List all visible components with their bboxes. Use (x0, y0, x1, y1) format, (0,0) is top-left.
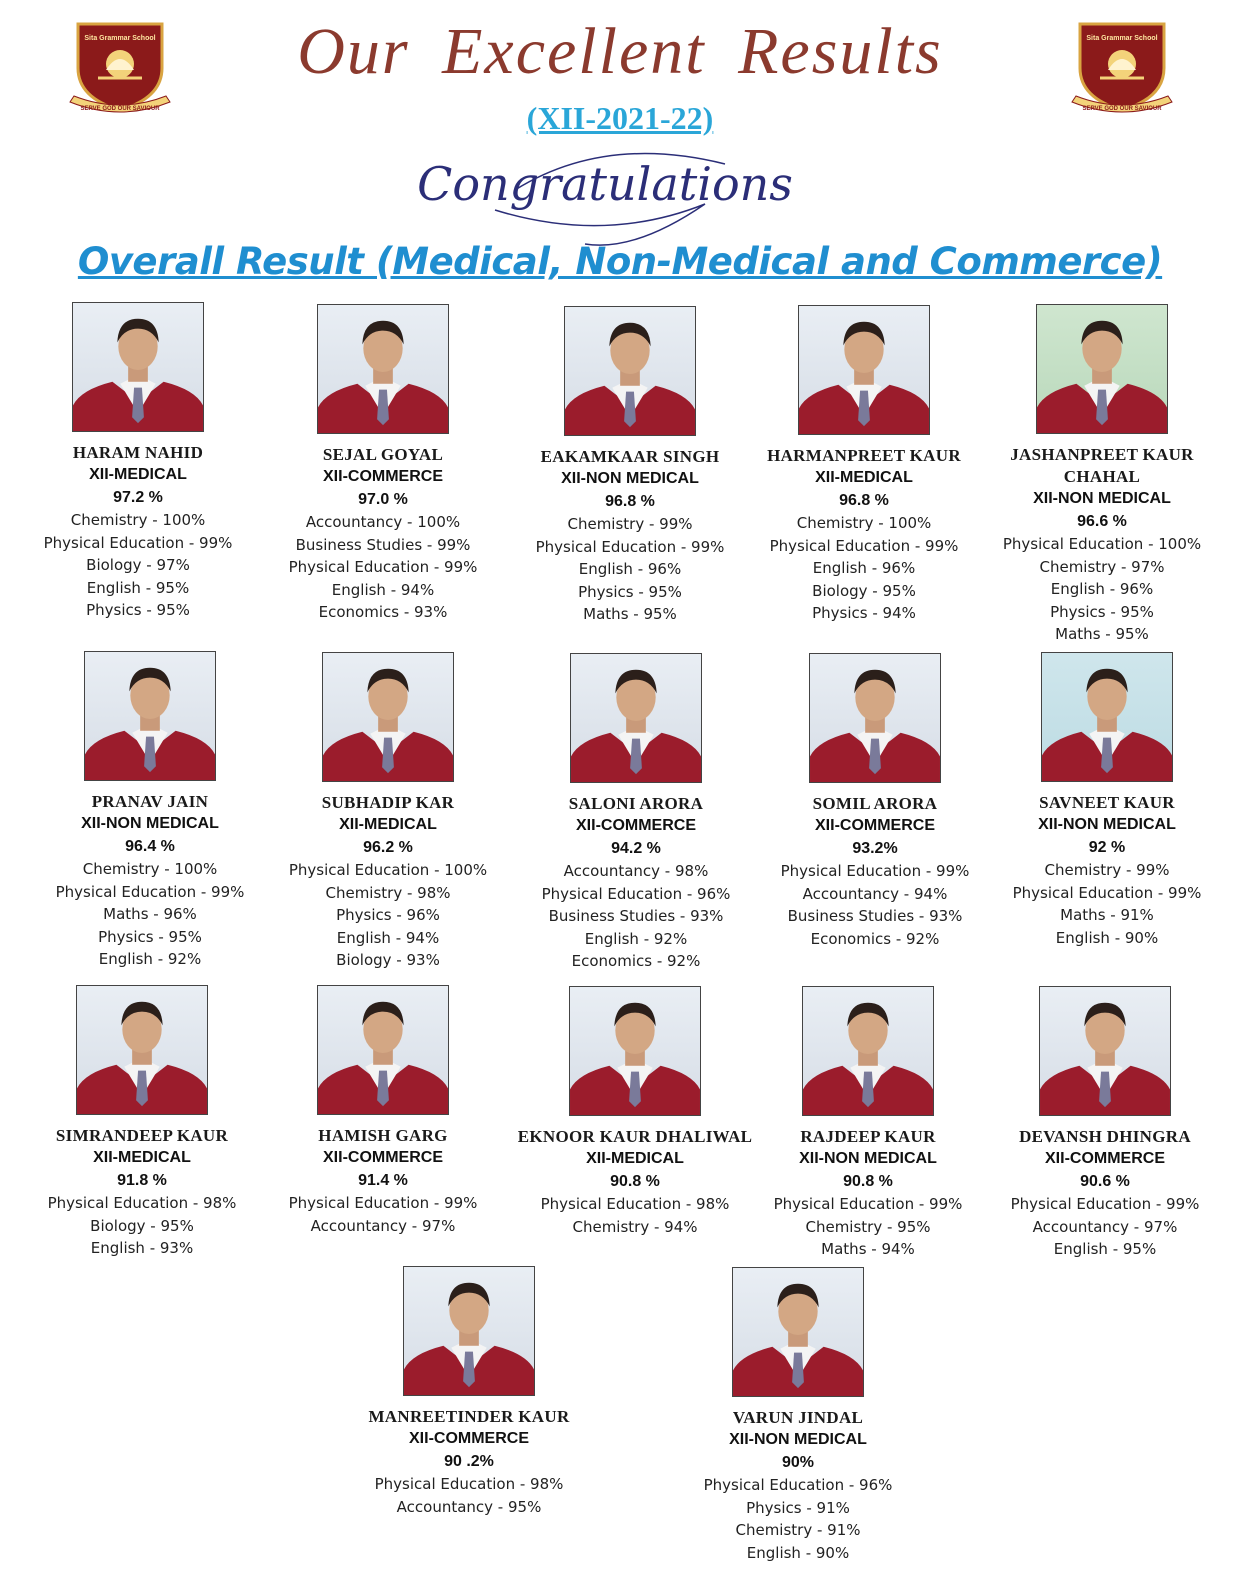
subject-score: English - 93% (90, 1239, 194, 1257)
student-card (35, 651, 265, 971)
congratulations-script (417, 144, 793, 254)
subject-score: Physical Education - 98% (540, 1195, 730, 1213)
svg-text:Congratulations: Congratulations (417, 157, 793, 211)
subject-list (273, 859, 503, 972)
subject-score: Economics - 92% (571, 952, 701, 970)
student-name: HARAM NAHID (72, 443, 204, 462)
portrait-figure (73, 303, 203, 431)
subject-score: Accountancy - 94% (802, 884, 948, 903)
subject-score: Physical Education - 96% (541, 884, 731, 903)
student-photo (569, 986, 701, 1116)
subject-list (753, 1193, 983, 1261)
subject-score: Physical Education - 99% (288, 1194, 478, 1212)
subject-score: Accountancy - 97% (310, 1216, 456, 1235)
portrait-figure (323, 653, 453, 781)
subject-score: Maths - 91% (1060, 906, 1154, 924)
student-stream: XII-COMMERCE (323, 1149, 443, 1166)
student-name: SAVNEET KAUR (1039, 793, 1175, 812)
subject-score: Chemistry - 100% (82, 860, 218, 878)
subject-score: Chemistry - 94% (572, 1217, 698, 1236)
student-card (354, 1266, 584, 1518)
student-card (23, 302, 253, 622)
student-percentage: 91.4 % (358, 1172, 408, 1189)
subject-list (749, 512, 979, 625)
student-percentage: 90% (781, 1454, 815, 1471)
portrait-figure (1040, 987, 1170, 1115)
student-card (515, 306, 745, 626)
student-stream: XII-NON MEDICAL (561, 470, 699, 487)
subject-score: Biology - 93% (336, 951, 440, 969)
student-percentage: 93.2% (852, 840, 898, 857)
student-stream: XII-COMMERCE (323, 468, 443, 485)
student-name: HARMANPREET KAUR (767, 446, 961, 465)
portrait-figure (799, 306, 929, 434)
subject-list (521, 860, 751, 973)
student-card (27, 985, 257, 1260)
student-stream: XII-COMMERCE (815, 817, 935, 834)
student-photo (809, 653, 941, 783)
subject-list (354, 1473, 584, 1518)
svg-text:SERVE GOD OUR SAVIOUR: SERVE GOD OUR SAVIOUR (80, 106, 160, 112)
student-stream: XII-NON MEDICAL (799, 1150, 937, 1167)
student-photo (1041, 652, 1173, 782)
subject-score: Chemistry - 98% (325, 883, 451, 902)
svg-text:Sita Grammar School: Sita Grammar School (84, 35, 156, 42)
student-name: VARUN JINDAL (732, 1408, 864, 1427)
subject-score: Physics - 95% (98, 927, 202, 946)
student-photo (564, 306, 696, 436)
subject-score: Physical Education - 99% (43, 533, 233, 552)
subject-score: English - 95% (86, 578, 190, 597)
student-stream: XII-COMMERCE (576, 817, 696, 834)
portrait-figure (803, 987, 933, 1115)
student-percentage: 96.4 % (125, 838, 175, 855)
subject-score: Physical Education - 98% (47, 1194, 237, 1212)
subject-score: Chemistry - 95% (805, 1217, 931, 1236)
subject-score: Maths - 95% (583, 605, 677, 623)
subject-score: Physical Education - 99% (1012, 883, 1202, 902)
subject-score: Chemistry - 100% (70, 511, 206, 529)
student-card (749, 305, 979, 625)
subject-score: Biology - 97% (86, 556, 190, 574)
student-card (505, 986, 765, 1238)
subject-list (990, 1193, 1220, 1261)
subject-list (35, 858, 265, 971)
student-name: EKNOOR KAUR DHALIWAL (517, 1127, 753, 1146)
student-stream: XII-NON MEDICAL (81, 815, 219, 832)
subject-score: Economics - 93% (318, 603, 448, 621)
portrait-figure (733, 1268, 863, 1396)
student-name: MANREETINDER KAUR (368, 1407, 570, 1426)
subject-list (683, 1474, 913, 1564)
student-percentage: 90.6 % (1080, 1173, 1130, 1190)
subject-score: Maths - 94% (821, 1240, 915, 1258)
subject-score: English - 92% (584, 929, 688, 948)
student-name: JASHANPREET KAUR CHAHAL (1010, 445, 1194, 486)
student-name: DEVANSH DHINGRA (1019, 1127, 1191, 1146)
portrait-figure (570, 987, 700, 1115)
student-stream: XII-NON MEDICAL (1033, 490, 1171, 507)
subject-score: English - 94% (336, 928, 440, 947)
subject-score: Chemistry - 99% (567, 515, 693, 533)
student-card (273, 652, 503, 972)
subject-score: Physics - 96% (336, 906, 440, 924)
student-name: PRANAV JAIN (91, 792, 209, 811)
student-name: SIMRANDEEP KAUR (55, 1126, 229, 1145)
portrait-figure (318, 986, 448, 1114)
student-photo (732, 1267, 864, 1397)
subject-list (27, 1192, 257, 1260)
subject-score: Chemistry - 100% (796, 514, 932, 532)
student-card (521, 653, 751, 973)
subject-score: English - 96% (1050, 580, 1154, 598)
subject-list (268, 511, 498, 624)
subject-score: English - 90% (1055, 928, 1159, 947)
student-percentage: 96.2 % (363, 839, 413, 856)
student-card (753, 986, 983, 1261)
subject-score: Physical Education - 99% (288, 558, 478, 576)
student-name: HAMISH GARG (318, 1126, 448, 1145)
subject-list (515, 513, 745, 626)
subject-score: Physics - 91% (746, 1498, 850, 1517)
subject-score: English - 96% (578, 560, 682, 578)
subject-score: Physical Education - 96% (703, 1476, 893, 1494)
student-stream: XII-COMMERCE (409, 1430, 529, 1447)
student-photo (317, 985, 449, 1115)
student-percentage: 92 % (1088, 839, 1126, 856)
portrait-figure (1042, 653, 1172, 781)
portrait-figure (404, 1267, 534, 1395)
subject-score: Physical Education - 99% (773, 1195, 963, 1213)
student-stream: XII-MEDICAL (93, 1149, 191, 1166)
student-percentage: 96.8 % (605, 493, 655, 510)
subject-score: Physical Education - 99% (535, 537, 725, 556)
student-stream: XII-NON MEDICAL (729, 1431, 867, 1448)
subject-list (23, 509, 253, 622)
student-photo (72, 302, 204, 432)
subject-score: Maths - 96% (103, 905, 197, 923)
student-photo (1036, 304, 1168, 434)
student-photo (1039, 986, 1171, 1116)
subject-score: Physical Education - 100% (288, 861, 488, 879)
page-title: Our Excellent Results (297, 15, 943, 88)
student-card (992, 652, 1222, 949)
section-heading: Overall Result (Medical, Non-Medical and Commerce) (77, 240, 1163, 283)
subject-score: Physical Education - 100% (1002, 535, 1202, 553)
student-stream: XII-COMMERCE (1045, 1150, 1165, 1167)
student-stream: XII-MEDICAL (586, 1150, 684, 1167)
subject-list (760, 860, 990, 950)
student-stream: XII-MEDICAL (89, 466, 187, 483)
student-percentage: 91.8 % (117, 1172, 167, 1189)
subject-score: Accountancy - 95% (396, 1497, 542, 1516)
subject-score: English - 94% (331, 580, 435, 599)
subject-score: Biology - 95% (90, 1216, 194, 1235)
student-card (268, 985, 498, 1237)
subject-score: English - 90% (746, 1543, 850, 1562)
student-card (683, 1267, 913, 1564)
subject-score: English - 92% (98, 950, 202, 968)
student-name: SEJAL GOYAL (322, 445, 444, 464)
subject-score: Business Studies - 93% (548, 907, 724, 925)
student-card (990, 986, 1220, 1261)
subject-score: Physics - 94% (812, 604, 916, 622)
student-card (268, 304, 498, 624)
portrait-figure (571, 654, 701, 782)
subject-score: Business Studies - 99% (295, 535, 471, 554)
student-name: RAJDEEP KAUR (800, 1127, 936, 1146)
subject-score: Accountancy - 98% (563, 862, 709, 880)
portrait-figure (810, 654, 940, 782)
subject-score: Physics - 95% (86, 601, 190, 619)
portrait-figure (565, 307, 695, 435)
student-photo (76, 985, 208, 1115)
student-percentage: 90.8 % (843, 1173, 893, 1190)
portrait-figure (1037, 305, 1167, 433)
svg-text:SERVE GOD OUR SAVIOUR: SERVE GOD OUR SAVIOUR (1082, 106, 1162, 112)
subject-score: Physical Education - 99% (1010, 1195, 1200, 1213)
subject-score: Chemistry - 99% (1044, 861, 1170, 879)
subject-score: Physics - 95% (1050, 602, 1154, 621)
subject-score: Maths - 95% (1055, 625, 1149, 643)
portrait-figure (77, 986, 207, 1114)
student-stream: XII-MEDICAL (815, 469, 913, 486)
student-percentage: 94.2 % (611, 840, 661, 857)
student-name: EAKAMKAAR SINGH (540, 447, 720, 466)
student-name: SALONI ARORA (568, 794, 704, 813)
student-photo (403, 1266, 535, 1396)
subject-score: Physical Education - 98% (374, 1475, 564, 1493)
portrait-figure (318, 305, 448, 433)
subject-score: Biology - 95% (812, 581, 916, 600)
student-percentage: 90 .2% (444, 1453, 494, 1470)
subject-list (985, 533, 1219, 646)
subject-score: Physical Education - 99% (780, 862, 970, 880)
subject-list (268, 1192, 498, 1237)
svg-text:Sita Grammar School: Sita Grammar School (1086, 35, 1158, 42)
subject-score: Accountancy - 100% (305, 513, 461, 531)
subject-score: Business Studies - 93% (787, 907, 963, 925)
student-photo (84, 651, 216, 781)
portrait-figure (85, 652, 215, 780)
subject-score: Physical Education - 99% (55, 882, 245, 901)
student-percentage: 90.8 % (610, 1173, 660, 1190)
student-photo (570, 653, 702, 783)
student-name: SUBHADIP KAR (321, 793, 455, 812)
student-photo (317, 304, 449, 434)
student-stream: XII-NON MEDICAL (1038, 816, 1176, 833)
student-stream: XII-MEDICAL (339, 816, 437, 833)
student-name: SOMIL ARORA (812, 794, 938, 813)
student-photo (802, 986, 934, 1116)
subject-score: Accountancy - 97% (1032, 1217, 1178, 1236)
student-card (985, 304, 1219, 646)
subject-score: Physics - 95% (578, 582, 682, 601)
subject-score: Chemistry - 91% (735, 1521, 861, 1539)
subject-score: Physical Education - 99% (769, 536, 959, 555)
student-card (760, 653, 990, 950)
subject-score: English - 96% (812, 559, 916, 577)
student-percentage: 97.0 % (358, 491, 408, 508)
student-percentage: 97.2 % (113, 489, 163, 506)
session-year: (XII-2021-22) (526, 100, 714, 136)
student-photo (798, 305, 930, 435)
subject-score: English - 95% (1053, 1240, 1157, 1258)
student-percentage: 96.6 % (1077, 513, 1127, 530)
student-percentage: 96.8 % (839, 492, 889, 509)
subject-score: Chemistry - 97% (1039, 557, 1165, 576)
subject-score: Economics - 92% (810, 929, 940, 948)
student-photo (322, 652, 454, 782)
subject-list (505, 1193, 765, 1238)
subject-list (992, 859, 1222, 949)
